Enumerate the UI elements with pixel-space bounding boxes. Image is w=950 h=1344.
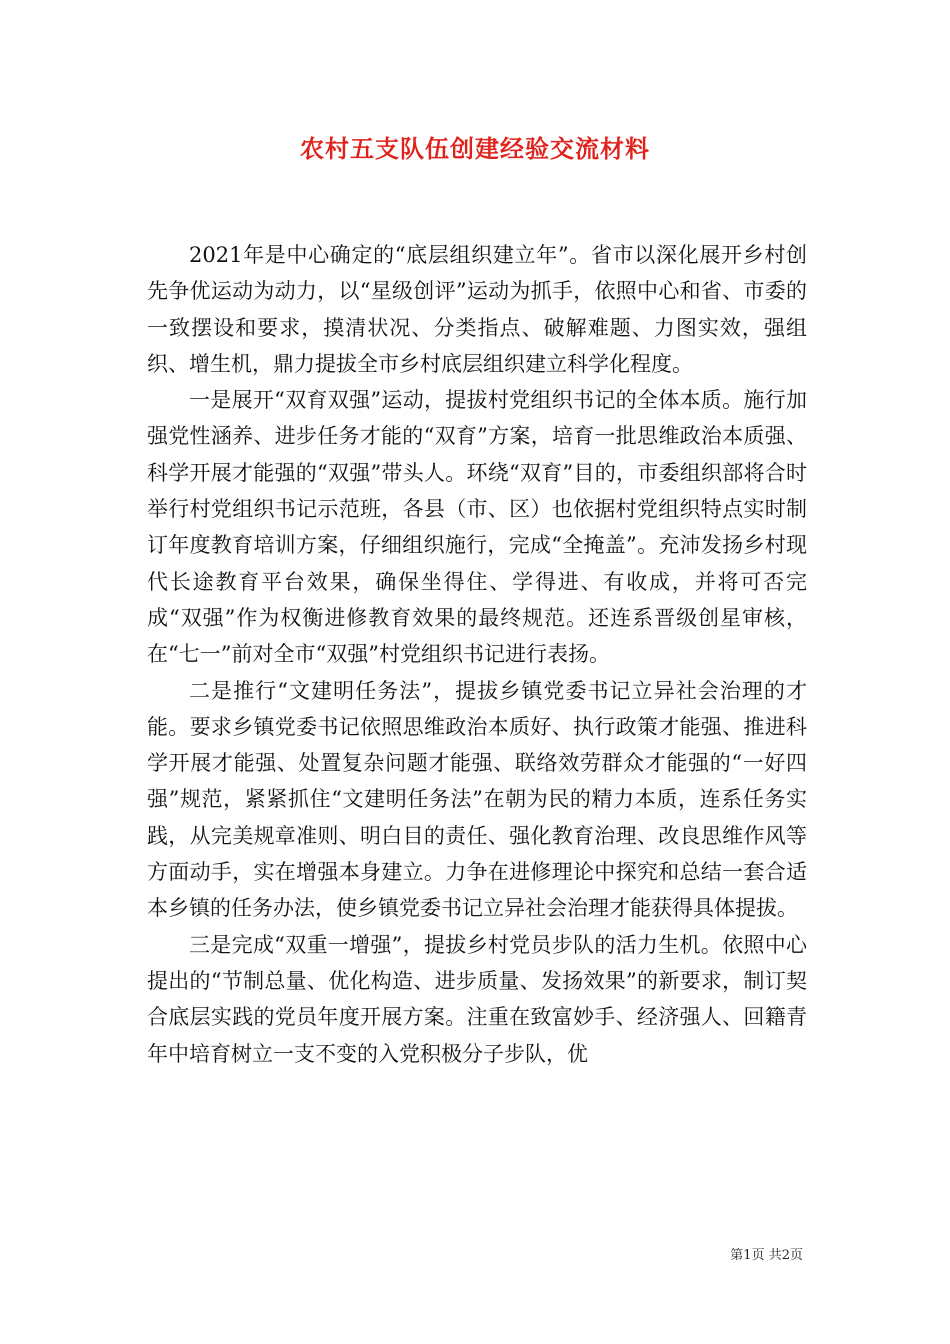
paragraph-point-three: 三是完成“双重一增强”，提拔乡村党员步队的活力生机。依照中心提出的“节制总量、优化构造、进步质量、发扬效果”的新要求，制订契合底层实践的党员年度开展方案。注重在致富妙手、经济强人、回籍青年中培育树立一支不变的入党积极分子步队，优	[147, 932, 807, 1066]
footer-suffix: 页	[789, 1248, 803, 1263]
paragraph-point-one: 一是展开“双育双强”运动，提拔村党组织书记的全体本质。施行加强党性涵养、进步任务才能的“双育”方案，培育一批思维政治本质强、科学开展才能强的“双强”带头人。环绕“双育”目的，市委组织部将合时举行村党组织书记示范班，各县（市、区）也依据村党组织特点实时制订年度教育培训方案，仔细组织施行，完成“全掩盖”。充沛发扬乡村现代长途教育平台效果，确保坐得住、学得进、有收成，并将可否完成“双强”作为权衡进修教育效果的最终规范。还连系晋级创星审核，在“七一”前对全市“双强”村党组织书记进行表扬。	[147, 388, 807, 667]
paragraph-point-two: 二是推行“文建明任务法”，提拔乡镇党委书记立异社会治理的才能。要求乡镇党委书记依照思维政治本质好、执行政策才能强、推进科学开展才能强、处置复杂问题才能强、联络效劳群众才能强的“一好四强”规范，紧紧抓住“文建明任务法”在朝为民的精力本质，连系任务实践，从完美规章准则、明白目的责任、强化教育治理、改良思维作风等方面动手，实在增强本身建立。力争在进修理论中探究和总结一套合适本乡镇的任务办法，使乡镇党委书记立异社会治理才能获得具体提拔。	[147, 678, 807, 921]
paragraph-intro: 2021年是中心确定的“底层组织建立年”。省市以深化展开乡村创先争优运动为动力，以“星级创评”运动为抓手，依照中心和省、市委的一致摆设和要求，摸清状况、分类指点、破解难题、力图实效，强组织、增生机，鼎力提拔全市乡村底层组织建立科学化程度。	[147, 243, 807, 376]
footer-middle: 页 共	[751, 1248, 782, 1263]
document-body	[147, 237, 807, 1072]
page-number-footer	[730, 1247, 803, 1265]
footer-current-page: 1	[743, 1248, 752, 1263]
footer-prefix: 第	[730, 1248, 744, 1263]
footer-total-pages: 2	[781, 1248, 790, 1263]
document-title: 农村五支队伍创建经验交流材料	[300, 134, 650, 163]
